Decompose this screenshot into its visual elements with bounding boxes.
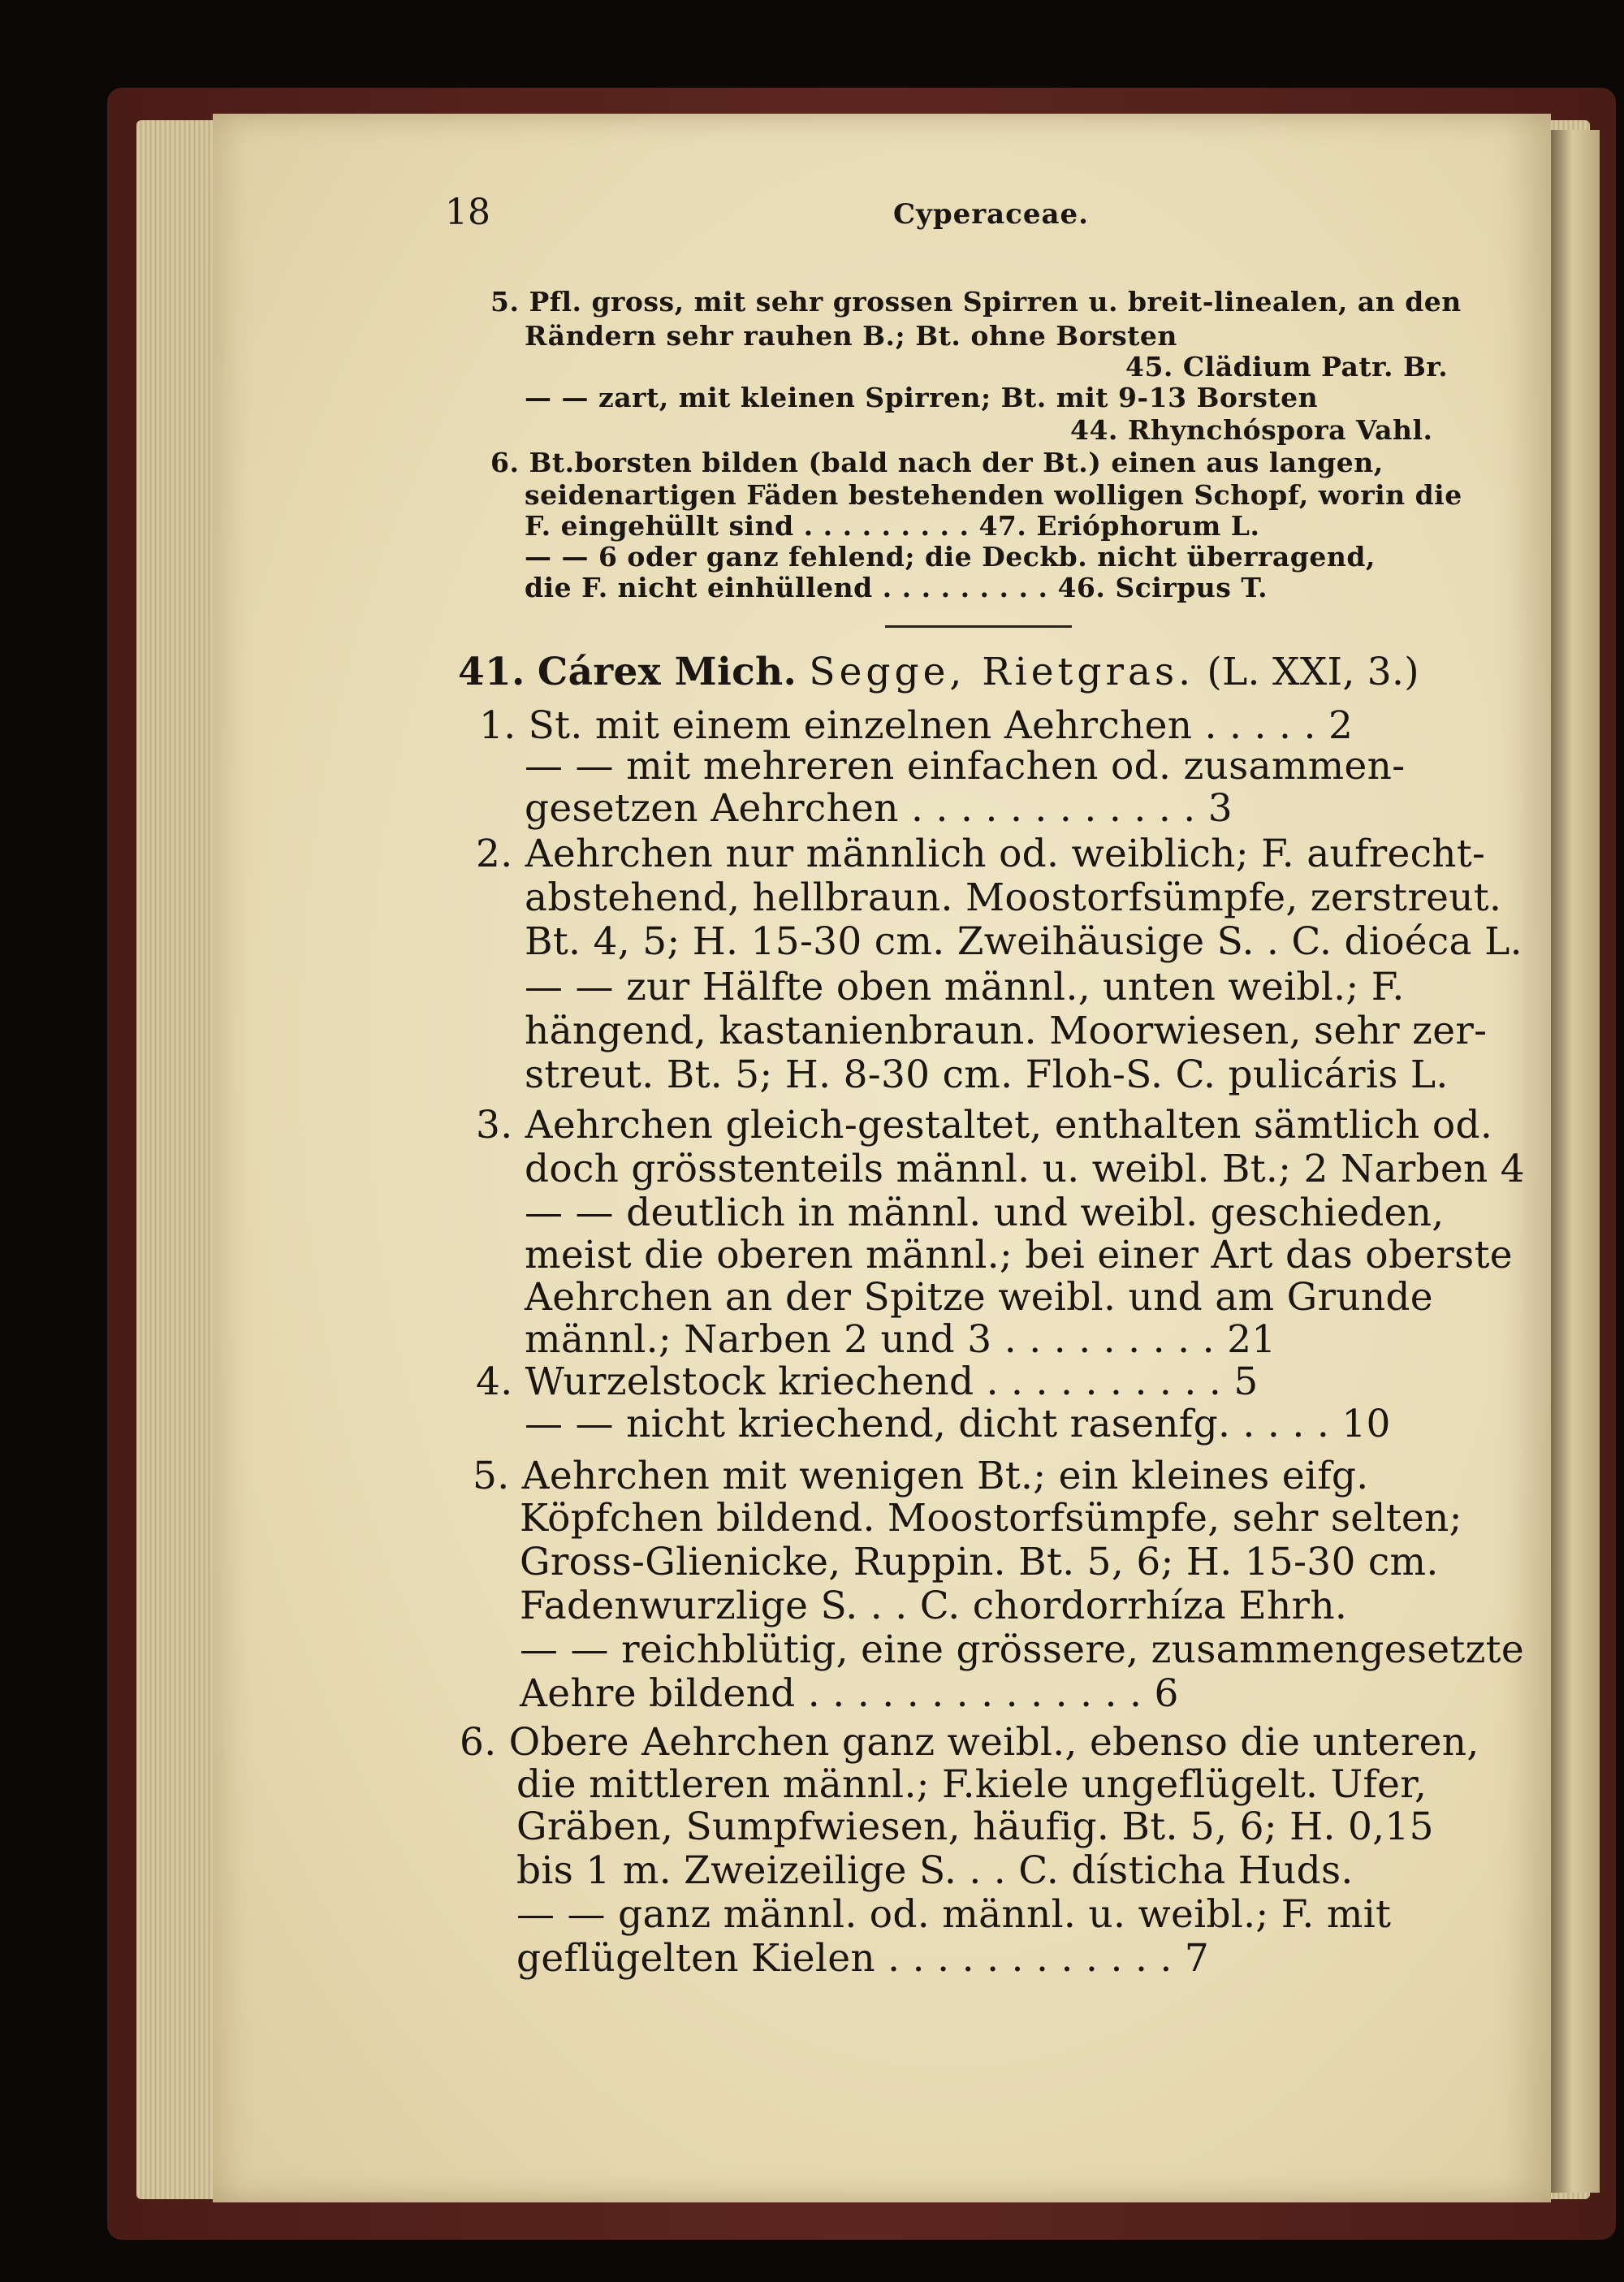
key-line: — — deutlich in männl. und weibl. geschieden, (525, 1191, 1445, 1235)
key-line: — — reichblütig, eine grössere, zusammengesetzte (520, 1627, 1524, 1672)
page-number: 18 (445, 192, 490, 233)
section-divider (885, 625, 1072, 628)
key-line: 6. Obere Aehrchen ganz weibl., ebenso die unteren, (460, 1720, 1479, 1765)
key-line: Gräben, Sumpfwiesen, häufig. Bt. 5, 6; H. 0,15 (516, 1804, 1434, 1849)
key-line: männl.; Narben 2 und 3 . . . . . . . . . 21 (525, 1317, 1276, 1362)
key-line: 3. Aehrchen gleich-gestaltet, enthalten sämtlich od. (476, 1103, 1493, 1147)
key-line: die mittleren männl.; F.kiele ungeflügelt. Ufer, (516, 1762, 1427, 1807)
key-line: Aehre bildend . . . . . . . . . . . . . . 6 (520, 1671, 1179, 1716)
key-line: Fadenwurzlige S. . . C. chordorrhíza Ehrh. (520, 1584, 1348, 1628)
key-line: — — zart, mit kleinen Spirren; Bt. mit 9-13 Borsten (525, 382, 1319, 413)
key-line: geflügelten Kielen . . . . . . . . . . . . 7 (516, 1936, 1210, 1981)
key-line: 5. Aehrchen mit wenigen Bt.; ein kleines eifg. (473, 1454, 1369, 1498)
key-line: 2. Aehrchen nur männlich od. weiblich; F. aufrecht- (476, 832, 1486, 876)
key-line: Gross-Glienicke, Ruppin. Bt. 5, 6; H. 15-30 cm. (520, 1540, 1439, 1584)
key-line: — — nicht kriechend, dicht rasenfg. . . . . 10 (525, 1402, 1391, 1446)
key-line: Bt. 4, 5; H. 15-30 cm. Zweihäusige S. . C. dioéca L. (525, 919, 1522, 964)
key-line: Köpfchen bildend. Moostorfsümpfe, sehr selten; (520, 1496, 1462, 1541)
key-line: — — ganz männl. od. männl. u. weibl.; F. mit (516, 1892, 1392, 1937)
genus-heading (458, 650, 1419, 694)
key-line: Rändern sehr rauhen B.; Bt. ohne Borsten (525, 320, 1177, 352)
key-line: streut. Bt. 5; H. 8-30 cm. Floh-S. C. pulicáris L. (525, 1052, 1449, 1097)
key-line: Aehrchen an der Spitze weibl. und am Grunde (525, 1275, 1433, 1320)
key-line: — — 6 oder ganz fehlend; die Deckb. nicht überragend, (525, 541, 1376, 573)
key-line: 4. Wurzelstock kriechend . . . . . . . . . . 5 (476, 1359, 1259, 1404)
genus-reference: (L. XXI, 3.) (1207, 650, 1419, 694)
key-line: abstehend, hellbraun. Moostorfsümpfe, zerstreut. (525, 875, 1502, 920)
key-line: hängend, kastanienbraun. Moorwiesen, sehr zer- (525, 1009, 1488, 1053)
key-line: meist die oberen männl.; bei einer Art das oberste (525, 1233, 1513, 1277)
right-page-edge (1551, 130, 1600, 2193)
key-line: die F. nicht einhüllend . . . . . . . . . 46. Scirpus T. (525, 572, 1268, 603)
key-line: — — zur Hälfte oben männl., unten weibl.; F. (525, 965, 1405, 1009)
running-title: Cyperaceae. (893, 198, 1089, 231)
key-line: seidenartigen Fäden bestehenden wolligen Schopf, worin die (525, 479, 1462, 511)
key-line: 44. Rhynchóspora Vahl. (1070, 414, 1433, 446)
key-line: bis 1 m. Zweizeilige S. . . C. dísticha Huds. (516, 1848, 1354, 1893)
genus-name: Cárex Mich. (537, 650, 797, 694)
key-line: F. eingehüllt sind . . . . . . . . . 47. Erióphorum L. (525, 510, 1260, 542)
genus-number: 41. (458, 650, 525, 694)
key-line: 1. St. mit einem einzelnen Aehrchen . . . . . 2 (479, 703, 1354, 748)
key-line: 45. Clädium Patr. Br. (1125, 351, 1449, 382)
key-line: gesetzen Aehrchen . . . . . . . . . . . . 3 (525, 786, 1233, 831)
key-line: doch grösstenteils männl. u. weibl. Bt.; 2 Narben 4 (525, 1147, 1525, 1191)
genus-common-name: Segge, Rietgras. (809, 650, 1195, 694)
key-line: 6. Bt.borsten bilden (bald nach der Bt.) einen aus langen, (490, 447, 1384, 478)
key-line: 5. Pfl. gross, mit sehr grossen Spirren u. breit-linealen, an den (490, 286, 1462, 318)
key-line: — — mit mehreren einfachen od. zusammen- (525, 744, 1406, 789)
